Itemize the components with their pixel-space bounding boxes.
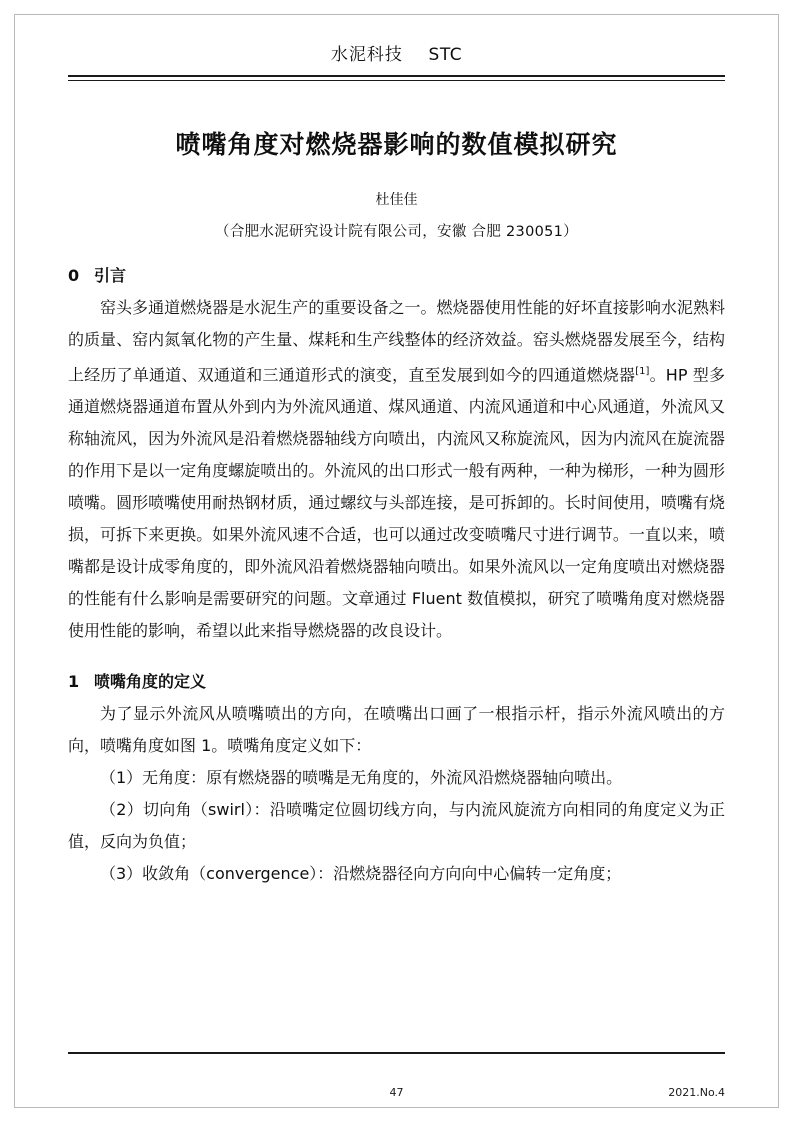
paragraph: 为了显示外流风从喷嘴喷出的方向，在喷嘴出口画了一根指示杆，指示外流风喷出的方向，喷嘴角度如图 1。喷嘴角度定义如下： <box>68 704 725 756</box>
section-number-0: 0 <box>68 266 80 285</box>
running-head-cn: 水泥科技 <box>330 45 403 65</box>
affiliation: （合肥水泥研究设计院有限公司，安徽 合肥 230051） <box>215 224 578 240</box>
paragraph: （1）无角度：原有燃烧器的喷嘴是无角度的，外流风沿燃烧器轴向喷出。 <box>100 768 623 788</box>
author-list: 杜佳佳 <box>375 192 418 208</box>
section-title-0: 引言 <box>94 266 127 285</box>
paragraph: 窑头多通道燃烧器是水泥生产的重要设备之一。燃烧器使用性能的好坏直接影响水泥熟料的质量、窑内氮氧化物的产生量、煤耗和生产线整体的经济效益。窑头燃烧器发展至今，结构上经历了单通道、双通道和三通道形式的演变，直至发展到如今的四通道燃烧器[1]。HP 型多通道燃烧器通道布置从外到内为外流风通道、煤风通道、内流风通道和中心风通道，外流风又称轴流风，因为外流风是沿着燃烧器轴线方向喷出，内流风又称旋流风，因为内流风在旋流器的作用下是以一定角度螺旋喷出的。外流风的出口形式一般有两种，一种为梯形，一种为圆形喷嘴。圆形喷嘴使用耐热钢材质，通过螺纹与头部连接，是可拆卸的。长时间使用，喷嘴有烧损，可拆下来更换。如果外流风速不合适，也可以通过改变喷嘴尺寸进行调节。一直以来，喷嘴都是设计成零角度的，即外流风沿着燃烧器轴向喷出。如果外流风以一定角度喷出对燃烧器的性能有什么影响是需要研究的问题。文章通过 Fluent 数值模拟，研究了喷嘴角度对燃烧器使用性能的影响，希望以此来指导燃烧器的改良设计。 <box>68 298 725 641</box>
running-head <box>68 40 725 75</box>
running-head-en: STC <box>428 45 463 65</box>
section-heading-0 <box>68 263 725 286</box>
footer-rule <box>68 1052 725 1054</box>
page-content <box>68 40 725 890</box>
page-number: 47 <box>389 1086 404 1099</box>
section-heading-1 <box>68 669 725 692</box>
header-rule-thin <box>68 80 725 81</box>
section-number-1: 1 <box>68 672 80 692</box>
paragraph: （2）切向角（swirl）：沿喷嘴定位圆切线方向，与内流风旋流方向相同的角度定义为正值，反向为负值； <box>68 800 725 852</box>
issue-label: 2021.No.4 <box>668 1086 725 1099</box>
paragraph: （3）收敛角（convergence）：沿燃烧器径向方向向中心偏转一定角度； <box>100 864 622 884</box>
page-title: 喷嘴角度对燃烧器影响的数值模拟研究 <box>175 130 618 159</box>
section-title-1: 喷嘴角度的定义 <box>94 672 207 692</box>
header-rule-thick <box>68 75 725 77</box>
